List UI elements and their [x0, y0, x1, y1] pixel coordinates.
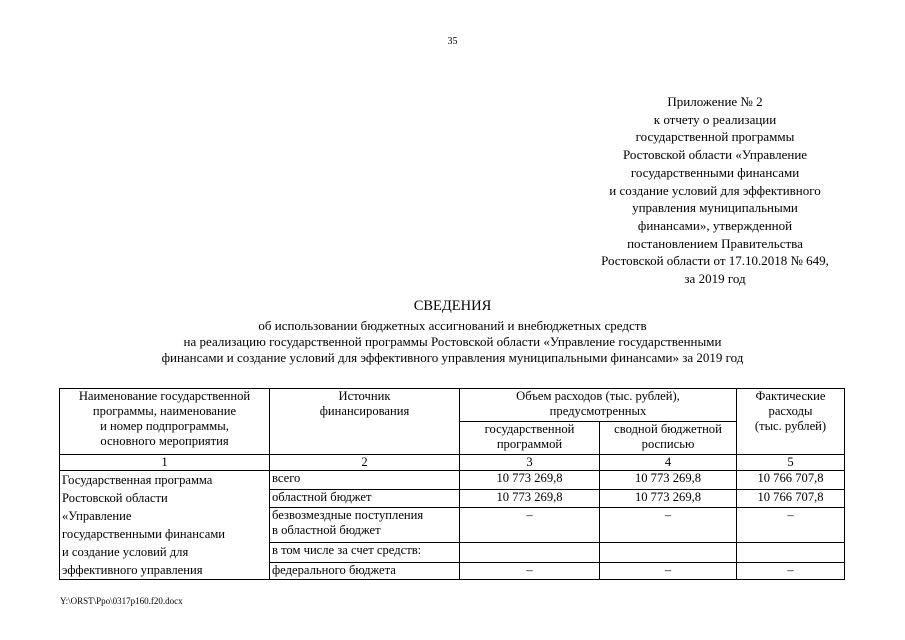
program-name-line: государственными финансами	[62, 527, 226, 541]
source-cell: всего	[270, 471, 460, 490]
header-program-line: программой	[496, 437, 563, 451]
subtitle-line: финансами и создание условий для эффективного управления муниципальными финансами» за 2019 год	[161, 350, 744, 366]
header-program-line: государственной	[484, 422, 575, 436]
header-volume-line: Объем расходов (тыс. рублей),	[516, 389, 680, 403]
subtitle-line: на реализацию государственной программы Ростовской области «Управление государственными	[183, 334, 722, 350]
subtitle-line: об использовании бюджетных ассигнований и внебюджетных средств	[258, 318, 647, 333]
source-cell: областной бюджет	[270, 489, 460, 508]
program-name-line: «Управление	[62, 509, 132, 523]
column-number: 4	[600, 455, 737, 471]
budget-value	[600, 542, 737, 562]
actual-value: 10 766 707,8	[737, 471, 845, 490]
actual-value	[737, 542, 845, 562]
program-name-line: эффективного управления	[62, 563, 203, 577]
program-name-line: Государственная программа	[62, 473, 213, 487]
table-row	[60, 471, 845, 490]
budget-value: 10 773 269,8	[600, 471, 737, 490]
source-cell: федерального бюджета	[270, 562, 460, 579]
header-name-line: основного мероприятия	[100, 434, 229, 448]
appendix-line: государственными финансами	[630, 164, 800, 180]
document-subtitle	[0, 318, 905, 367]
header-actual-line: расходы	[768, 404, 813, 418]
file-path-footer: Y:\ORST\Ppo\0317p160.f20.docx	[60, 596, 183, 606]
header-source-line: Источник	[338, 389, 391, 403]
header-actual-line: (тыс. рублей)	[754, 419, 827, 433]
header-actual-line: Фактические	[755, 389, 826, 403]
appendix-line: постановлением Правительства	[627, 235, 803, 251]
page-number: 35	[447, 36, 458, 47]
program-value	[460, 542, 600, 562]
source-line: в областной бюджет	[272, 523, 381, 538]
program-value: 10 773 269,8	[460, 471, 600, 490]
appendix-line: финансами», утвержденной	[637, 217, 793, 233]
header-name	[60, 389, 270, 455]
expenditure-table	[59, 388, 845, 580]
program-value: –	[460, 562, 600, 579]
column-number: 1	[60, 455, 270, 471]
program-value: –	[460, 508, 600, 543]
header-name-line: программы, наименование	[92, 404, 237, 418]
program-name-line: Ростовской области	[62, 491, 168, 505]
header-source-line: финансирования	[319, 404, 410, 418]
source-cell: в том числе за счет средств:	[270, 542, 460, 562]
header-volume-line: предусмотренных	[549, 404, 647, 418]
source-cell	[270, 508, 460, 543]
header-actual	[737, 389, 845, 455]
appendix-note	[560, 93, 870, 288]
appendix-line: Приложение № 2	[667, 94, 763, 109]
document-title: СВЕДЕНИЯ	[413, 298, 492, 314]
appendix-line: Ростовской области «Управление	[622, 147, 808, 163]
program-value: 10 773 269,8	[460, 489, 600, 508]
program-name-line: и создание условий для	[62, 545, 189, 559]
column-number-row	[60, 455, 845, 471]
header-row	[60, 389, 845, 422]
header-name-line: Наименование государственной	[78, 389, 251, 403]
column-number: 3	[460, 455, 600, 471]
appendix-line: государственной программы	[635, 129, 795, 145]
actual-value: –	[737, 562, 845, 579]
program-name-cell	[60, 471, 270, 580]
header-program	[460, 422, 600, 455]
appendix-line: управления муниципальными	[632, 200, 798, 216]
header-budget-line: сводной бюджетной	[614, 422, 722, 436]
appendix-line: за 2019 год	[684, 271, 746, 287]
budget-value: 10 773 269,8	[600, 489, 737, 508]
header-budget-line: росписью	[641, 437, 695, 451]
header-source	[270, 389, 460, 455]
actual-value: –	[737, 508, 845, 543]
header-budget	[600, 422, 737, 455]
appendix-line: Ростовской области от 17.10.2018 № 649,	[601, 253, 829, 269]
header-name-line: и номер подпрограммы,	[100, 419, 229, 433]
appendix-line: к отчету о реализации	[653, 111, 777, 127]
header-volume	[460, 389, 737, 422]
source-line: безвозмездные поступления	[272, 508, 424, 523]
column-number: 2	[270, 455, 460, 471]
budget-value: –	[600, 562, 737, 579]
actual-value: 10 766 707,8	[737, 489, 845, 508]
budget-value: –	[600, 508, 737, 543]
column-number: 5	[737, 455, 845, 471]
appendix-line: и создание условий для эффективного	[609, 182, 821, 198]
